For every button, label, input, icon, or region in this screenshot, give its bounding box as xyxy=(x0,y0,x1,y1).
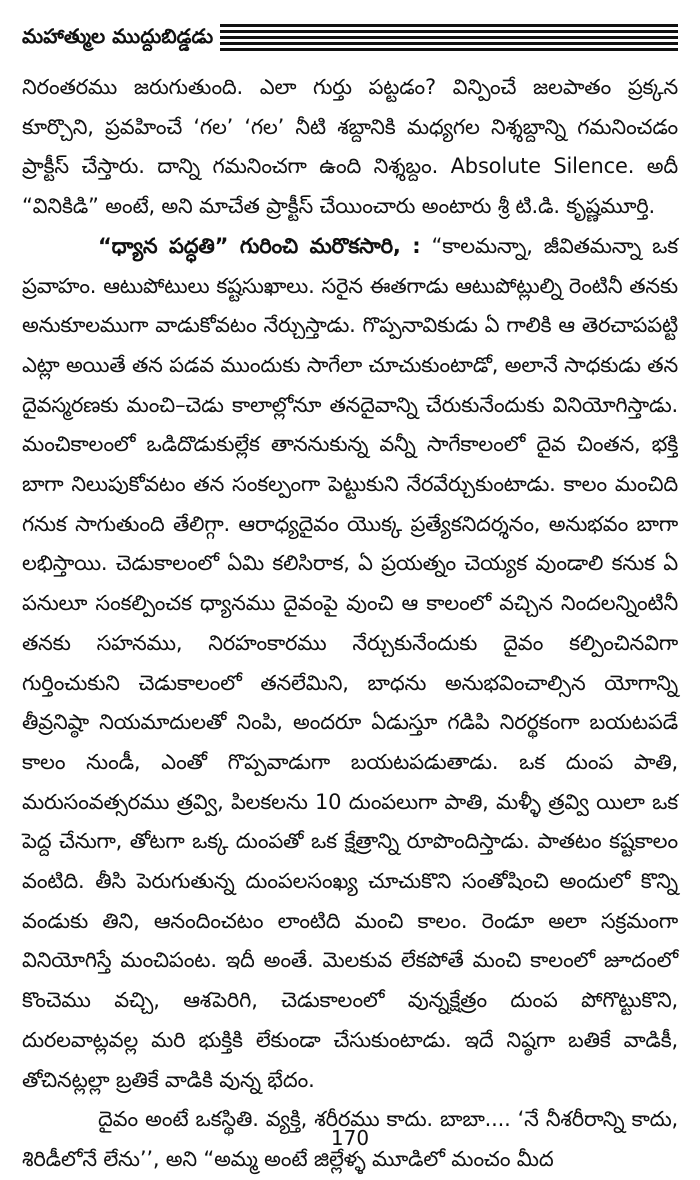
page-body xyxy=(22,68,678,1180)
paragraph-3: దైవం అంటే ఒకస్థితి. వ్యక్తి, శరీరము కాదు. బాబా.... ‘నే నీశరీరాన్ని కాదు, శిరిడీలోనే లేను’’, అని “అమ్మ అంటే జిల్లేళ్ళ మూడిలో మంచం మీద xyxy=(22,1107,678,1171)
header-rule-line xyxy=(220,42,678,45)
paragraph-2-lead: “ధ్యాన పద్ధతి” గురించి మరొకసారి, : xyxy=(98,233,421,258)
page-number: 170 xyxy=(330,1126,370,1150)
book-title: మహాత్ముల ముద్దుబిడ్డడు xyxy=(22,24,214,48)
header-rule-line xyxy=(220,24,678,27)
header-rule-line xyxy=(220,36,678,39)
paragraph-2-text: “కాలమన్నా, జీవితమన్నా ఒక ప్రవాహం. ఆటుపోటులు కష్టసుఖాలు. సరైన ఈతగాడు ఆటుపోట్లుల్ని రెంటినీ తనకు అనుకూలముగా వాడుకోవటం నేర్చుస్తాడు. గొప్పనావికుడు ఏ గాలికి ఆ తెరచాపపట్టి ఎట్లా అయితే తన పడవ ముందుకు సాగేలా చూచుకుంటాడో, అలానే సాధకుడు తన దైవస్మరణకు మంచి–చెడు కాలాల్లోనూ తనదైవాన్ని చేరుకునేందుకు వినియోగిస్తాడు. మంచికాలంలో ఒడిదొడుకుల్లేక తాననుకున్న వన్నీ సాగేకాలంలో దైవ చింతన, భక్తి బాగా నిలుపుకోవటం తన సంకల్పంగా పెట్టుకుని నేరవేర్చుకుంటాడు. కాలం మంచిది గనుక సాగుతుంది తేలిగ్గా. ఆరాధ్యదైవం యొక్క ప్రత్యేకనిదర్శనం, అనుభవం బాగా లభిస్తాయి. చెడుకాలంలో ఏమి కలిసిరాక, ఏ ప్రయత్నం చెయ్యక వుండాలి కనుక ఏ పనులూ సంకల్పించక ధ్యానము దైవంపై వుంచి ఆ కాలంలో వచ్చిన నిందలన్నింటినీ తనకు సహనము, నిరహంకారము నేర్చుకునేందుకు దైవం కల్పించినవిగా గుర్తించుకుని చెడుకాలంలో తనలేమిని, బాధను అనుభవించాల్సిన యోగాన్ని తీవ్రనిష్ఠా నియమాదులతో నింపి, అందరూ ఏడుస్తూ గడిపి నిరర్థకంగా బయటపడే కాలం నుండీ, ఎంతో గొప్పవాడుగా బయటపడుతాడు. ఒక దుంప పాతి, మరుసంవత్సరము త్రవ్వి, పిలకలను 10 దుంపలుగా పాతి, మళ్ళీ త్రవ్వి యిలా ఒక పెద్ద చేనుగా, తోటగా ఒక్క దుంపతో ఒక క్షేత్రాన్ని రూపొందిస్తాడు. పాతటం కష్టకాలం వంటిది. తీసి పెరుగుతున్న దుంపలసంఖ్య చూచుకొని సంతోషించి అందులో కొన్ని వండుకు తిని, ఆనందించటం లాంటిది మంచి కాలం. రెండూ అలా సక్రమంగా వినియోగిస్తే మంచిపంట. ఇదీ అంతే. మెలకువ లేకపోతే మంచి కాలంలో జూదంలో కొంచెము వచ్చి, ఆశపెరిగి, చెడుకాలంలో వున్నక్షేత్రం దుంప పోగొట్టుకొని, దురలవాట్లవల్ల మరి భుక్తికి లేకుండా చేసుకుంటాడు. ఇదే నిష్ఠగా బతికే వాడికీ, తోచినట్లల్లా బ్రతికే వాడికి వున్న భేదం. xyxy=(22,233,679,1092)
running-header xyxy=(22,18,678,54)
header-rules xyxy=(220,24,678,54)
header-rule-line xyxy=(220,48,678,51)
paragraph-2 xyxy=(22,227,678,1100)
paragraph-1: నిరంతరము జరుగుతుంది. ఎలా గుర్తు పట్టడం? విన్పించే జలపాతం ప్రక్కన కూర్చొని, ప్రవహించే ‘గల’ ‘గల’ నీటి శబ్దానికి మధ్యగల నిశ్శబ్దాన్ని గమనించడం ప్రాక్టీస్ చేస్తారు. దాన్ని గమనించగా ఉంది నిశ్శబ్దం. Absolute Silence. అదీ “వినికిడి” అంటే, అని మాచేత ప్రాక్టీస్ చేయించారు అంటారు శ్రీ టి.డి. కృష్ణమూర్తి. xyxy=(22,75,678,219)
header-rule-line xyxy=(220,30,678,33)
